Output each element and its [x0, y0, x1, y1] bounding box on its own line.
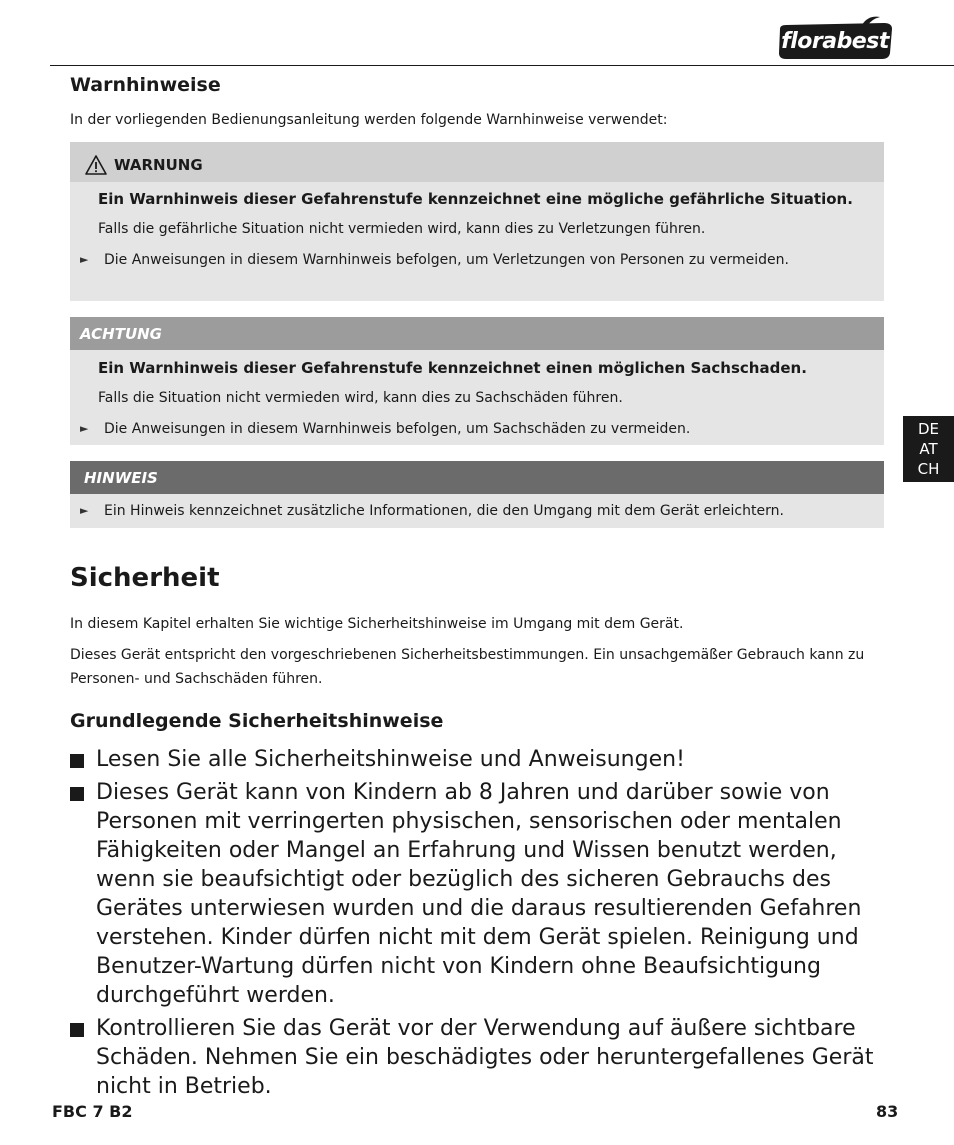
warnung-label: WARNUNG	[114, 156, 203, 174]
square-bullet-icon	[70, 787, 84, 801]
achtung-header: ACHTUNG	[70, 317, 884, 350]
achtung-instruction	[70, 417, 884, 441]
warning-triangle-icon	[84, 154, 108, 176]
warnung-text: Falls die gefährliche Situation nicht vermieden wird, kann dies zu Verletzungen führen.	[98, 221, 706, 237]
warnhinweise-intro: In der vorliegenden Bedienungsanleitung werden folgende Warnhinweise verwendet:	[70, 112, 668, 128]
hinweis-instruction	[70, 499, 884, 523]
language-at: AT	[919, 440, 938, 458]
square-bullet-icon	[70, 1023, 84, 1037]
square-bullet-icon	[70, 754, 84, 768]
florabest-logo	[776, 15, 894, 60]
arrow-right-icon: ►	[80, 504, 89, 517]
logo-wordmark: florabest	[781, 29, 889, 54]
hinweis-box	[70, 461, 884, 528]
list-item	[70, 778, 890, 1010]
warnung-instruction	[70, 248, 884, 272]
hinweis-instruction-text: Ein Hinweis kennzeichnet zusätzliche Informationen, die den Umgang mit dem Gerät erleichtern.	[104, 503, 784, 519]
sicherheit-paragraph-1: In diesem Kapitel erhalten Sie wichtige Sicherheitshinweise im Umgang mit dem Gerät.	[70, 616, 684, 632]
list-item	[70, 745, 890, 774]
list-item-text: Kontrollieren Sie das Gerät vor der Verwendung auf äußere sichtbare Schäden. Nehmen Sie ein beschädigtes oder heruntergefallenes Gerät nicht in Betrieb.	[96, 1016, 874, 1099]
hinweis-header: HINWEIS	[70, 461, 884, 494]
safety-bullet-list	[70, 745, 890, 1105]
achtung-text: Falls die Situation nicht vermieden wird, kann dies zu Sachschäden führen.	[98, 390, 623, 406]
section-title-warnhinweise: Warnhinweise	[70, 74, 221, 96]
arrow-right-icon: ►	[80, 253, 89, 266]
section-title-grundlegende: Grundlegende Sicherheitshinweise	[70, 710, 444, 732]
header-rule	[50, 65, 954, 66]
arrow-right-icon: ►	[80, 422, 89, 435]
footer-model: FBC 7 B2	[52, 1102, 133, 1121]
warnung-bold-text: Ein Warnhinweis dieser Gefahrenstufe kennzeichnet eine mögliche gefährliche Situation.	[98, 190, 853, 208]
language-tab	[903, 416, 954, 482]
achtung-instruction-text: Die Anweisungen in diesem Warnhinweis befolgen, um Sachschäden zu vermeiden.	[104, 421, 691, 437]
footer-page-number: 83	[876, 1102, 899, 1121]
list-item-text: Dieses Gerät kann von Kindern ab 8 Jahren und darüber sowie von Personen mit verringerten physischen, sensorischen oder mentalen Fähigkeiten oder Mangel an Erfahrung und Wissen benutzt werden, wenn sie beaufsichtigt oder bezüglich des sicheren Gebrauchs des Gerätes unterwiesen wurden und die daraus resultierenden Gefahren verstehen. Kinder dürfen nicht mit dem Gerät spielen. Reinigung und Benutzer-Wartung dürfen nicht von Kindern ohne Beaufsichtigung durchgeführt werden.	[96, 780, 862, 1008]
list-item	[70, 1014, 890, 1101]
language-de: DE	[917, 420, 940, 438]
language-ch: CH	[917, 460, 940, 478]
section-title-sicherheit: Sicherheit	[70, 563, 220, 593]
warnung-header	[70, 142, 884, 182]
achtung-bold-text: Ein Warnhinweis dieser Gefahrenstufe kennzeichnet einen möglichen Sachschaden.	[98, 359, 807, 377]
list-item-text: Lesen Sie alle Sicherheitshinweise und Anweisungen!	[96, 747, 685, 772]
sicherheit-paragraph-2: Dieses Gerät entspricht den vorgeschriebenen Sicherheitsbestimmungen. Ein unsachgemäßer Gebrauch kann zu Personen- und Sachschäden führen.	[70, 647, 865, 687]
warnung-box	[70, 142, 884, 301]
warnung-instruction-text: Die Anweisungen in diesem Warnhinweis befolgen, um Verletzungen von Personen zu vermeiden.	[104, 252, 789, 268]
achtung-box	[70, 317, 884, 445]
